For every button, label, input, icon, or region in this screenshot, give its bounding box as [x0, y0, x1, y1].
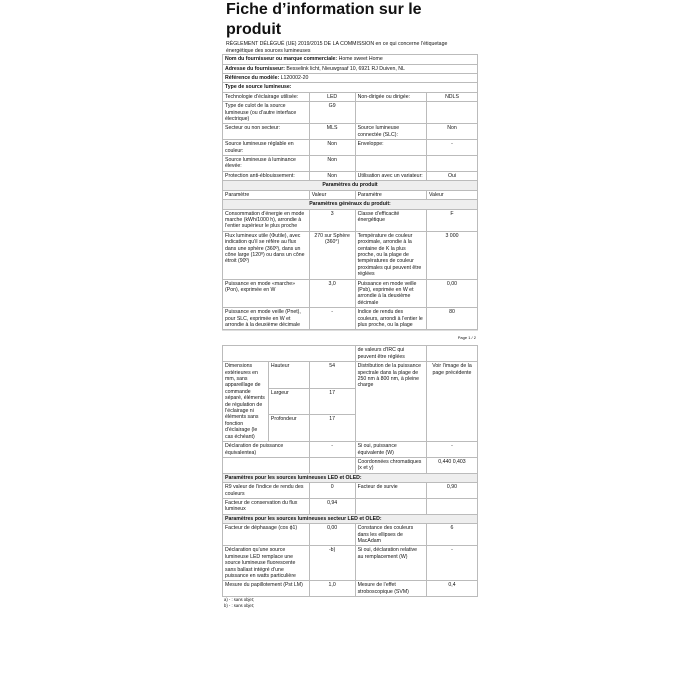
table-row: [223, 442, 478, 458]
table-row: [223, 140, 478, 156]
table-row: [223, 498, 478, 514]
table-row: [223, 279, 478, 308]
param-value: Oui: [426, 171, 477, 180]
type-section: [223, 92, 478, 180]
param-value: F: [426, 209, 477, 231]
param-label: Facteur de survie: [355, 483, 426, 499]
product-table-page2: de valeurs d’IRC qui peuvent être réglées Dimensions extérieures en mm, sans appareillage de commande séparé, éléments de régulation de l’éclairage ni éléments sans fonction d’éclairage (le cas échéant) Hauteur 54 Distribution de la puissance spectrale dans la plage de 250 nm à 800 nm, à pleine charge Voir l’image de la page précédente Largeur 17 Profondeur 17 Déclaration de puissance équivalentea) - Si oui, puissance équivalente (W) - Coordonnées chromatiques (x et y) 0,440 0,403 Paramètres pour les sources lumineuses LED et OLED: R9 valeur de l’indice de rendu des couleurs 0 Facteur de survie 0,90 Facteur de conservation du flux lumineux 0,94 Paramètres pour les sources lumineuses secteur LED et OLED: Facteur de déphasage (cos ϕ1) 0,00 Constance des couleurs dans les ellipses de MacAdam 6 Déclaration qu’une source lumineuse LED remplace une source lumineuse fluorescente sans ballast intégré d’une puissance en watts particulière -b) Si oui, déclaration relative au remplacement (W) - Mesure du papillotement (Pst LM) 1,0 Mesure de l’effet stroboscopique (SVM) 0,4: [222, 345, 478, 597]
param-value: [426, 102, 477, 124]
param-value: 0,00: [309, 524, 355, 546]
product-table: [222, 54, 478, 330]
general-section: [223, 209, 478, 330]
param-label: Source lumineuse connectée (SLC):: [355, 124, 426, 140]
param-label: Indice de rendu des couleurs, arrondi à l’entier le plus proche, ou la plage: [355, 308, 426, 330]
param-label: Type de culot de la source lumineuse (ou d’autre interface électrique): [223, 102, 310, 124]
param-value: -b): [309, 546, 355, 581]
param-value: [426, 498, 477, 514]
param-label: Utilisation avec un variateur:: [355, 171, 426, 180]
param-label: Puissance en mode veille (Psb), exprimée en W et arrondie à la deuxième décimale: [355, 279, 426, 308]
param-value: 6: [426, 524, 477, 546]
address-row: Adresse du fournisseur: Besselink licht, Nieuwgraaf 10, 6921 RJ Duiven, NL: [223, 64, 478, 73]
param-label: Classe d’efficacité énergétique: [355, 209, 426, 231]
param-value: -: [426, 442, 477, 458]
param-value: 80: [426, 308, 477, 330]
table-row: [223, 92, 478, 101]
param-label: Constance des couleurs dans les ellipses de MacAdam: [355, 524, 426, 546]
table-row: [223, 308, 478, 330]
footnote-a: a) - : sans objet;: [224, 597, 255, 603]
param-label: Déclaration de puissance équivalentea): [223, 442, 310, 458]
param-value: G9: [309, 102, 355, 124]
page-title: Fiche d’information sur le produit: [226, 1, 422, 38]
param-label: R9 valeur de l’indice de rendu des couleurs: [223, 483, 310, 499]
type-header: Type de source lumineuse:: [223, 83, 478, 92]
table-row: [223, 231, 478, 279]
table-row: [223, 209, 478, 231]
equivalence-section: [223, 442, 478, 474]
param-value: NDLS: [426, 92, 477, 101]
param-value: [426, 156, 477, 172]
param-value: -: [309, 308, 355, 330]
param-label: Consommation d’énergie en mode marche (kWh/1000 h), arrondie à l’entier supérieur le plus proche: [223, 209, 310, 231]
param-value: 0,4: [426, 581, 477, 597]
table-row: [223, 483, 478, 499]
param-value: [309, 457, 355, 473]
param-value: LED: [309, 92, 355, 101]
dimensions-row: Dimensions extérieures en mm, sans appareillage de commande séparé, éléments de régulation de l’éclairage ni éléments sans fonction d’éclairage (le cas échéant) Hauteur 54 Distribution de la puissance spectrale dans la plage de 250 nm à 800 nm, à pleine charge Voir l’image de la page précédente: [223, 362, 478, 389]
param-value: MLS: [309, 124, 355, 140]
param-value: 3,0: [309, 279, 355, 308]
params-header: Paramètres du produit: [223, 181, 478, 190]
param-label: [355, 102, 426, 124]
spectral-value: Voir l’image de la page précédente: [426, 362, 477, 442]
column-heads: Paramètre Valeur Paramètre Valeur: [223, 190, 478, 199]
param-label: [223, 457, 310, 473]
param-label: [355, 156, 426, 172]
param-value: 0,00: [426, 279, 477, 308]
param-value: -: [426, 140, 477, 156]
param-value: Non: [309, 156, 355, 172]
param-label: Température de couleur proximale, arrondie à la centaine de K la plus proche, ou la plage de températures de couleur proximales qui peuvent être réglées: [355, 231, 426, 279]
param-value: 3 000: [426, 231, 477, 279]
param-label: Non-dirigée ou dirigée:: [355, 92, 426, 101]
mls-section: [223, 524, 478, 597]
led-header: Paramètres pour les sources lumineuses LED et OLED:: [223, 473, 478, 482]
mls-header: Paramètres pour les sources lumineuses secteur LED et OLED:: [223, 514, 478, 523]
spectral-label: Distribution de la puissance spectrale dans la plage de 250 nm à 800 nm, à pleine charge: [355, 362, 426, 442]
page-number: Page 1 / 2: [457, 335, 476, 341]
param-label: Source lumineuse réglable en couleur:: [223, 140, 310, 156]
table-row: [223, 102, 478, 124]
param-label: Facteur de déphasage (cos ϕ1): [223, 524, 310, 546]
model-row: Référence du modèle: L120002-20: [223, 74, 478, 83]
table-row: [223, 124, 478, 140]
param-value: 270 sur Sphère (360°): [309, 231, 355, 279]
param-label: Enveloppe:: [355, 140, 426, 156]
param-label: Si oui, puissance équivalente (W): [355, 442, 426, 458]
param-value: 0: [309, 483, 355, 499]
cri-continuation: de valeurs d’IRC qui peuvent être réglées: [355, 346, 426, 362]
param-value: -: [309, 442, 355, 458]
param-label: Déclaration qu’une source lumineuse LED remplace une source lumineuse fluorescente sans ballast intégré d’une puissance en watts particulière: [223, 546, 310, 581]
param-value: Non: [309, 140, 355, 156]
table-row: [223, 171, 478, 180]
general-header: Paramètres généraux du produit:: [223, 200, 478, 209]
table-row: [223, 546, 478, 581]
param-label: Protection anti-éblouissement:: [223, 171, 310, 180]
param-label: Coordonnées chromatiques (x et y): [355, 457, 426, 473]
supplier-row: Nom du fournisseur ou marque commerciale: Home sweet Home: [223, 55, 478, 64]
param-label: Flux lumineux utile (Φutile), avec indication qu’il se réfère au flux dans une sphère (360º), dans un cône large (120º) ou dans un cône étroit (90º): [223, 231, 310, 279]
param-value: 1,0: [309, 581, 355, 597]
regulation-intro: RÈGLEMENT DÉLÉGUÉ (UE) 2019/2015 DE LA COMMISSION en ce qui concerne l’étiquetage énergétique des sources lumineuses: [226, 41, 448, 54]
page-break: [222, 330, 478, 345]
param-value: -: [426, 546, 477, 581]
param-value: 3: [309, 209, 355, 231]
param-label: [355, 498, 426, 514]
param-label: Secteur ou non secteur:: [223, 124, 310, 140]
param-label: Puissance en mode «marche» (Pon), exprimée en W: [223, 279, 310, 308]
param-label: Puissance en mode veille (Pnet), pour SLC, exprimée en W et arrondie à la deuxième décimale: [223, 308, 310, 330]
table-row: [223, 524, 478, 546]
table-row: [223, 457, 478, 473]
param-label: Mesure du papillotement (Pst LM): [223, 581, 310, 597]
param-label: Mesure de l’effet stroboscopique (SVM): [355, 581, 426, 597]
param-label: Source lumineuse à luminance élevée:: [223, 156, 310, 172]
param-value: Non: [309, 171, 355, 180]
table-row: [223, 581, 478, 597]
param-value: 0,90: [426, 483, 477, 499]
param-label: Technologie d’éclairage utilisée:: [223, 92, 310, 101]
dimensions-label: Dimensions extérieures en mm, sans appareillage de commande séparé, éléments de régulation de l’éclairage ni éléments sans fonction d’éclairage (le cas échéant): [223, 362, 269, 442]
param-value: 0,94: [309, 498, 355, 514]
led-section: [223, 483, 478, 515]
footnote-b: b) - : sans objet;: [224, 602, 255, 608]
param-value: Non: [426, 124, 477, 140]
param-value: 0,440 0,403: [426, 457, 477, 473]
param-label: Facteur de conservation du flux lumineux: [223, 498, 310, 514]
product-sheet: [222, 0, 478, 700]
param-label: Si oui, déclaration relative au remplacement (W): [355, 546, 426, 581]
table-row: [223, 156, 478, 172]
